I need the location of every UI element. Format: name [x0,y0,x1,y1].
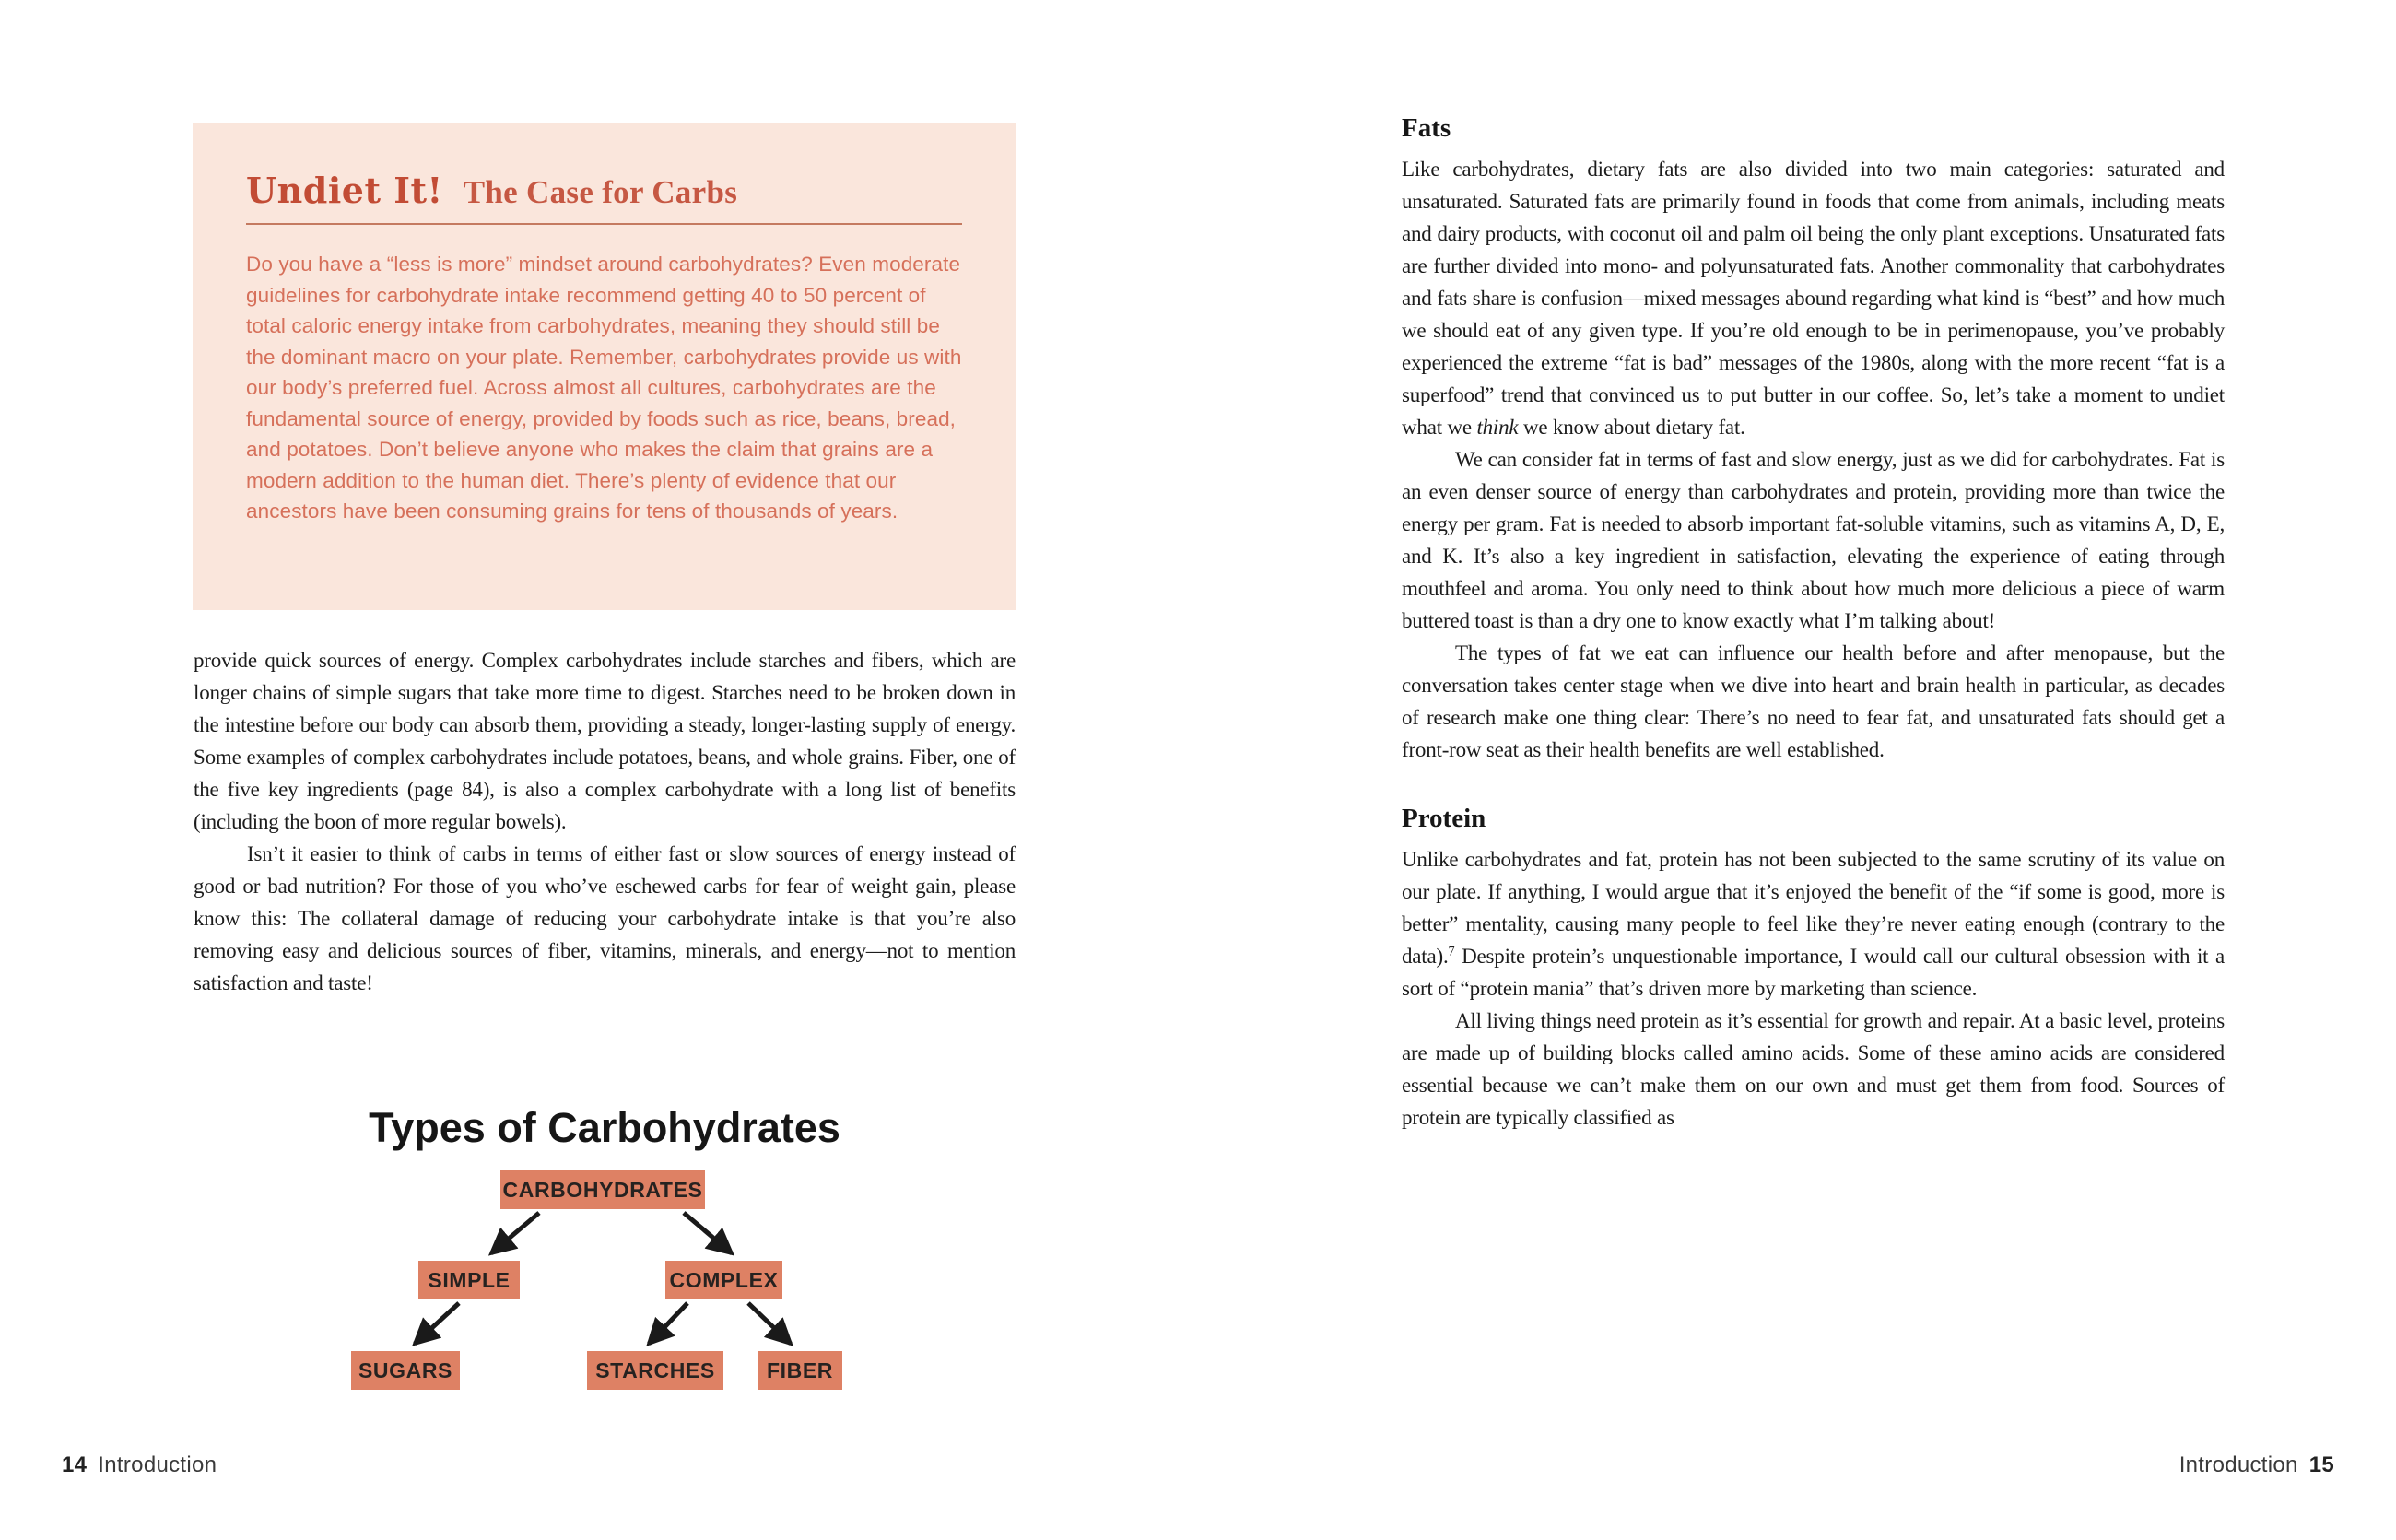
section-heading-protein: Protein [1402,804,1486,833]
diagram-node-complex: COMPLEX [665,1261,782,1299]
callout-box [193,123,1016,610]
diagram-node-starches: STARCHES [587,1351,723,1390]
callout-heading [246,170,962,211]
body-paragraph: All living things need protein as it’s essential for growth and repair. At a basic level, proteins are made up of building blocks called amino acids. Some of these amino acids are considered essential because we can’t make them on our own and must get them from food. Sources of protein are typically classified as [1402,1009,2225,1129]
footer-right [2179,1452,2334,1478]
body-paragraph: provide quick sources of energy. Complex carbohydrates include starches and fibers, which are longer chains of simple sugars that take more time to digest. Starches need to be broken down in the intestine before our body can absorb them, providing a steady, longer-lasting supply of energy. Some examples of complex carbohydrates include potatoes, beans, and whole grains. Fiber, one of the five key ingredients (page 84), is also a complex carbohydrate with a long list of benefits (including the boon of more regular bowels). [194,649,1016,833]
diagram-node-simple: SIMPLE [418,1261,520,1299]
arrow-carbohydrates-complex [684,1213,732,1253]
left-body-column [194,644,1016,999]
callout-body: Do you have a “less is more” mindset around carbohydrates? Even moderate guidelines for carbohydrate intake recommend getting 40 to 50 percent of total caloric energy intake from carbohydrates, meaning they should still be the dominant macro on your plate. Remember, carbohydrates provide us with our body’s preferred fuel. Across almost all cultures, carbohydrates are the fundamental source of energy, provided by foods such as rice, beans, bread, and potatoes. Don’t believe anyone who makes the claim that grains are a modern addition to the human diet. There’s plenty of evidence that our ancestors have been consuming grains for tens of thousands of years. [246,253,962,523]
footer-section-label: Introduction [2179,1452,2298,1477]
body-paragraph: We can consider fat in terms of fast and slow energy, just as we did for carbohydrates. Fat is an even denser source of energy than carbohydrates and protein, providing more than twice the energy per gram. Fat is needed to absorb important fat-soluble vitamins, such as vitamins A, D, E, and K. It’s also a key ingredient in satisfaction, elevating the experience of eating through mouthfeel and aroma. You only need to think about how much more delicious a piece of warm buttered toast is than a dry one to know exactly what I’m talking about! [1402,448,2225,632]
body-paragraph: Unlike carbohydrates and fat, protein has not been subjected to the same scrutiny of its value on our plate. If anything, I would argue that it’s enjoyed the benefit of the “if some is good, more is better” mentality, causing many people to feel like they’re never eating enough (contrary to the data).$^7$ Despite protein’s unquestionable importance, I would call our cultural obsession with it a sort of “protein mania” that’s driven more by marketing than science. [1402,848,2225,1000]
page-number: 14 [62,1452,88,1477]
diagram-node-carbohydrates: CARBOHYDRATES [500,1170,705,1209]
diagram-node-fiber: FIBER [758,1351,842,1390]
page-number: 15 [2308,1452,2334,1477]
body-paragraph: The types of fat we eat can influence our health before and after menopause, but the conversation takes center stage when we dive into heart and brain health in particular, as decades of research make one thing clear: There’s no need to fear fat, and unsaturated fats should get a front-row seat as their health benefits are well established. [1402,641,2225,761]
body-paragraph: Isn’t it easier to think of carbs in terms of either fast or slow sources of energy instead of good or bad nutrition? For those of you who’ve eschewed carbs for fear of weight gain, please know this: The collateral damage of reducing your carbohydrate intake is that you’re also removing easy and delicious sources of fiber, vitamins, minerals, and energy—not to mention satisfaction and taste! [194,842,1016,994]
right-body-column [1402,112,2225,1134]
footer-section-label: Introduction [98,1452,217,1477]
footer-left [62,1452,217,1478]
diagram-arrow-connectors [323,1152,894,1419]
body-paragraph: Like carbohydrates, dietary fats are also divided into two main categories: saturated and unsaturated. Saturated fats are primarily found in foods that come from animals, including meats and dairy products, with coconut oil and palm oil being the only plant exceptions. Unsaturated fats are further divided into mono- and polyunsaturated fats. Another commonality that carbohydrates and fats share is confusion—mixed messages abound regarding what kind is “best” and how much we should eat of any given type. If you’re old enough to be in perimenopause, you’ve probably experienced the extreme “fat is bad” messages of the 1980s, along with the more recent “fat is a superfood” trend that convinced us to put butter in our coffee. So, let’s take a moment to undiet what we think we know about dietary fat. [1402,158,2225,439]
callout-divider [246,223,962,225]
callout-title: Undiet It! [246,170,443,211]
callout-subtitle: The Case for Carbs [463,174,738,210]
arrow-complex-fiber [748,1303,791,1344]
diagram-title: Types of Carbohydrates [369,1104,840,1151]
arrow-simple-sugars [415,1303,459,1344]
arrow-carbohydrates-simple [491,1213,539,1253]
arrow-complex-starches [649,1303,687,1344]
section-heading-fats: Fats [1402,113,1451,143]
diagram-node-sugars: SUGARS [351,1351,460,1390]
